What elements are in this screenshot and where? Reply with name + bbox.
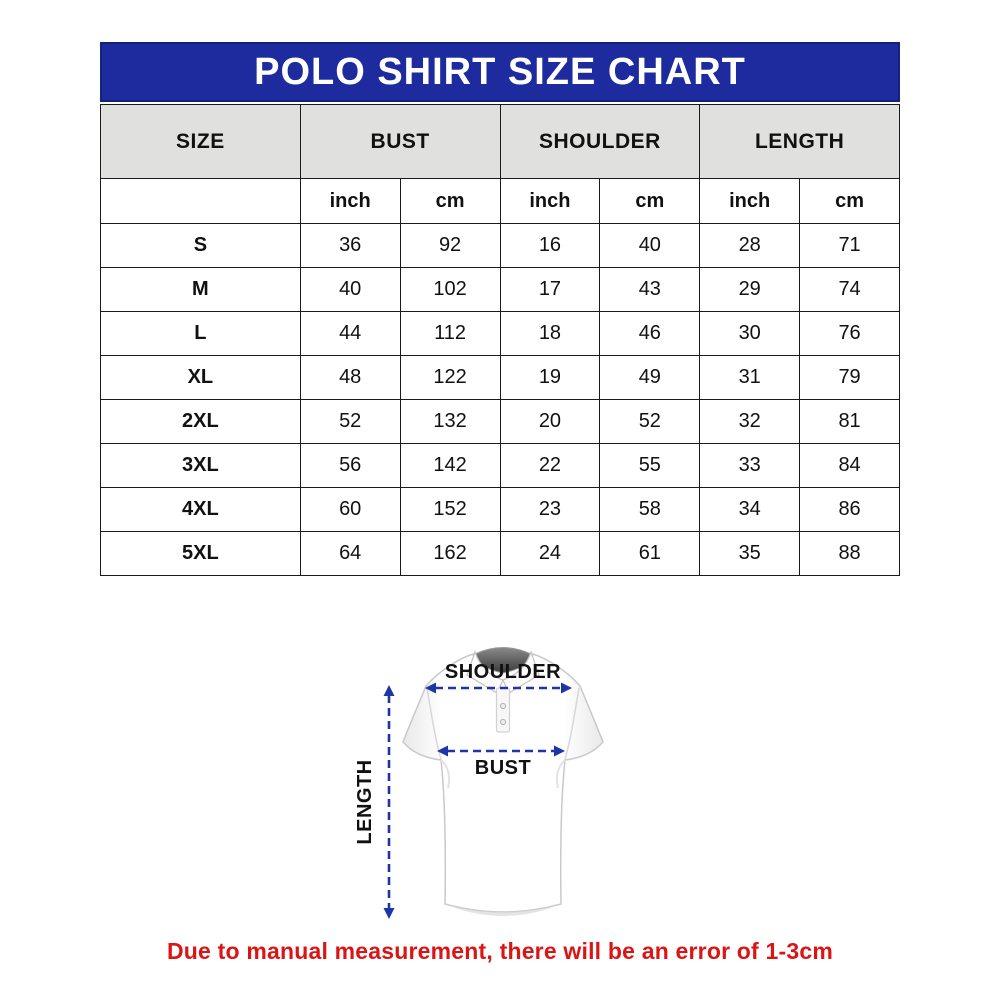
size-label: XL xyxy=(101,356,301,400)
unit-label: cm xyxy=(400,179,500,224)
measurement-value: 28 xyxy=(700,224,800,268)
measurement-value: 142 xyxy=(400,444,500,488)
measurement-value: 112 xyxy=(400,312,500,356)
measurement-value: 33 xyxy=(700,444,800,488)
measurement-value: 23 xyxy=(500,488,600,532)
measurement-value: 61 xyxy=(600,532,700,576)
chart-title-bar xyxy=(100,42,900,102)
table-row xyxy=(101,268,900,312)
measurement-value: 29 xyxy=(700,268,800,312)
size-chart xyxy=(100,42,900,576)
polo-placket xyxy=(497,688,510,732)
measurement-value: 56 xyxy=(300,444,400,488)
unit-label: inch xyxy=(300,179,400,224)
column-header-bust: BUST xyxy=(300,105,500,179)
measurement-value: 44 xyxy=(300,312,400,356)
button xyxy=(500,719,505,724)
size-label: 3XL xyxy=(101,444,301,488)
polo-shirt-illustration xyxy=(340,638,660,940)
table-row xyxy=(101,444,900,488)
unit-label: cm xyxy=(600,179,700,224)
measurement-value: 49 xyxy=(600,356,700,400)
unit-label: inch xyxy=(500,179,600,224)
measurement-value: 43 xyxy=(600,268,700,312)
measurement-value: 46 xyxy=(600,312,700,356)
measurement-value: 52 xyxy=(600,400,700,444)
column-group-row xyxy=(101,105,900,179)
measurement-value: 48 xyxy=(300,356,400,400)
measurement-value: 122 xyxy=(400,356,500,400)
measurement-value: 16 xyxy=(500,224,600,268)
measurement-error-note: Due to manual measurement, there will be an error of 1-3cm xyxy=(166,938,833,964)
measurement-value: 71 xyxy=(800,224,900,268)
measurement-value: 20 xyxy=(500,400,600,444)
measurement-value: 40 xyxy=(300,268,400,312)
size-label: 4XL xyxy=(101,488,301,532)
measurement-value: 24 xyxy=(500,532,600,576)
chart-title: POLO SHIRT SIZE CHART xyxy=(254,50,746,93)
table-row xyxy=(101,488,900,532)
table-row xyxy=(101,532,900,576)
size-label: L xyxy=(101,312,301,356)
measurement-value: 58 xyxy=(600,488,700,532)
measurement-value: 76 xyxy=(800,312,900,356)
size-label: M xyxy=(101,268,301,312)
size-label: 5XL xyxy=(101,532,301,576)
shoulder-measure-label: SHOULDER xyxy=(444,661,562,683)
measurement-value: 81 xyxy=(800,400,900,444)
length-arrow xyxy=(384,685,395,919)
measurement-value: 88 xyxy=(800,532,900,576)
column-header-shoulder: SHOULDER xyxy=(500,105,700,179)
measurement-value: 30 xyxy=(700,312,800,356)
measurement-value: 19 xyxy=(500,356,600,400)
measurement-value: 52 xyxy=(300,400,400,444)
table-row xyxy=(101,224,900,268)
length-measure-label: LENGTH xyxy=(354,759,376,845)
unit-label: cm xyxy=(800,179,900,224)
measurement-value: 64 xyxy=(300,532,400,576)
measurement-value: 36 xyxy=(300,224,400,268)
column-header-length: LENGTH xyxy=(700,105,900,179)
measurement-value: 17 xyxy=(500,268,600,312)
measurement-value: 162 xyxy=(400,532,500,576)
size-table xyxy=(100,104,900,576)
measurement-value: 152 xyxy=(400,488,500,532)
measurement-value: 34 xyxy=(700,488,800,532)
bust-measure-label: BUST xyxy=(474,757,532,779)
measurement-value: 102 xyxy=(400,268,500,312)
unit-spacer-cell xyxy=(101,179,301,224)
measurement-value: 18 xyxy=(500,312,600,356)
measurement-value: 22 xyxy=(500,444,600,488)
table-row xyxy=(101,400,900,444)
size-table-body xyxy=(101,224,900,576)
unit-label: inch xyxy=(700,179,800,224)
column-header-size: SIZE xyxy=(101,105,301,179)
measurement-value: 55 xyxy=(600,444,700,488)
measurement-value: 40 xyxy=(600,224,700,268)
measurement-value: 86 xyxy=(800,488,900,532)
measurement-value: 32 xyxy=(700,400,800,444)
measurement-value: 35 xyxy=(700,532,800,576)
measurement-value: 31 xyxy=(700,356,800,400)
unit-row xyxy=(101,179,900,224)
size-label: S xyxy=(101,224,301,268)
measurement-value: 79 xyxy=(800,356,900,400)
table-row xyxy=(101,312,900,356)
polo-shirt-diagram xyxy=(340,638,660,940)
measurement-value: 74 xyxy=(800,268,900,312)
measurement-value: 60 xyxy=(300,488,400,532)
measurement-value: 132 xyxy=(400,400,500,444)
button xyxy=(500,703,505,708)
measurement-value: 92 xyxy=(400,224,500,268)
measurement-value: 84 xyxy=(800,444,900,488)
size-label: 2XL xyxy=(101,400,301,444)
table-row xyxy=(101,356,900,400)
